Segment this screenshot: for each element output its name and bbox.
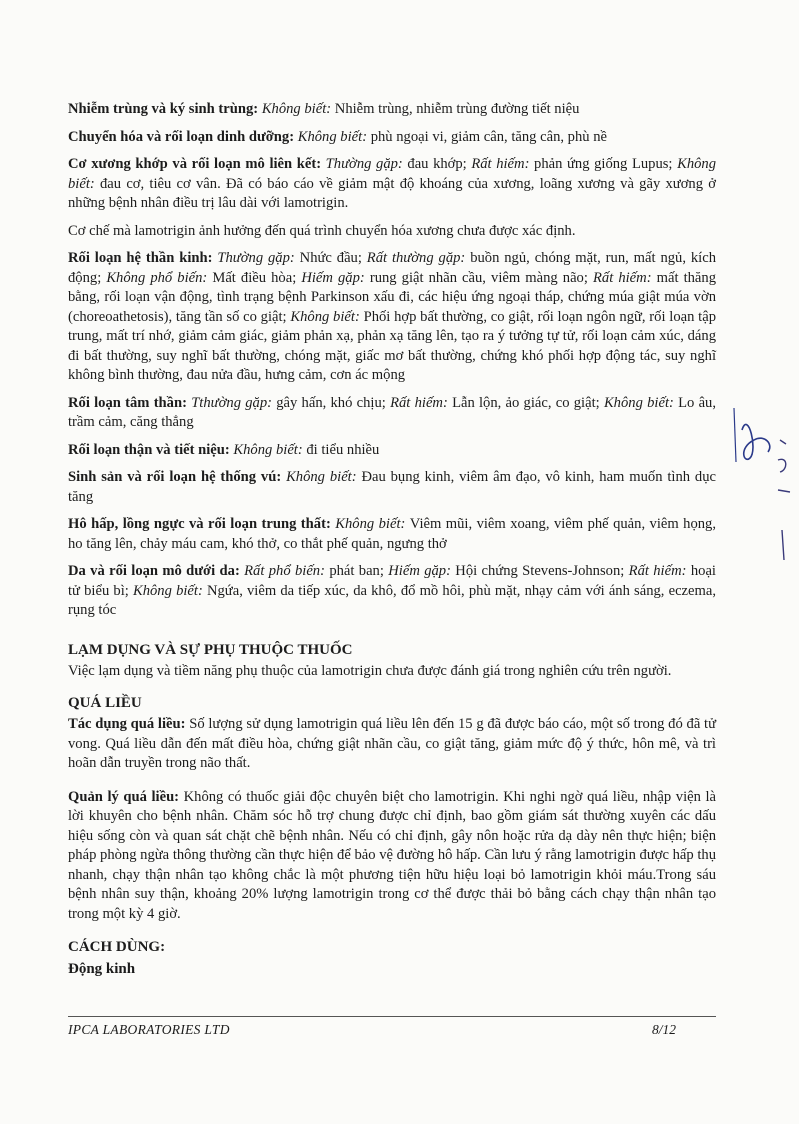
page-footer bbox=[68, 1016, 716, 1037]
frequency-label: Rất hiếm: bbox=[471, 156, 535, 172]
effect-text: Cơ chế mà lamotrigin ảnh hưởng đến quá trình chuyển hóa xương chưa được xác định. bbox=[68, 222, 576, 239]
frequency-label: Không biết: bbox=[286, 469, 362, 485]
category-label: Nhiễm trùng và ký sinh trùng: bbox=[68, 101, 262, 117]
effect-text: Viêm mũi, viêm xoang, viêm phế quản, viêm họng, ho tăng lên, chảy máu cam, khó thở, co thắt phế quản, ngưng thở bbox=[68, 516, 716, 552]
effect-text: Ngứa, viêm da tiếp xúc, da khô, đổ mồ hôi, phù mặt, nhạy cảm với ánh sáng, eczema, rụng tóc bbox=[68, 582, 716, 618]
frequency-label: Không biết: bbox=[297, 128, 371, 145]
frequency-label: Thường gặp: bbox=[217, 250, 300, 266]
effect-text: Hội chứng Stevens-Johnson; bbox=[455, 563, 629, 579]
adverse-effect-paragraph bbox=[68, 249, 716, 386]
effect-text: Phối hợp bất thường, co giật, rối loạn ngôn ngữ, rối loạn tập trung, mất trí nhớ, giảm cảm giác, giảm phản xạ, phản xạ tăng lên, tạo ra ý tưởng tự tử, rối loạn cảm xúc, dáng đi bất thường, suy nghĩ bất thường, chóng mặt, giấc mơ bất thường, chứng khó phối hợp động tác, suy nghĩ không bình thường, đau nửa đầu, hưng cảm, cơn ác mộng bbox=[68, 308, 717, 383]
document-body bbox=[68, 100, 716, 981]
category-label: Da và rối loạn mô dưới da: bbox=[68, 563, 245, 579]
overdose-management-text: Không có thuốc giải độc chuyên biệt cho lamotrigin. Khi nghi ngờ quá liều, nhập viện là lời khuyên cho bệnh nhân. Chăm sóc hỗ trợ chung được chỉ định, bao gồm giám sát thường xuyên các dấu hiệu sống còn và quan sát chặt chẽ bệnh nhân. Nếu có chỉ định, gây nôn hoặc rửa dạ dày nên thực hiện; biện pháp phòng ngừa thông thường cần thực hiện để bảo vệ đường hô hấp. Cần lưu ý rằng lamotrigin được hấp thụ nhanh, chạy thận nhân tạo không chắc là một phương tiện hữu hiệu loại bỏ lamotrigin khỏi máu.Trong sáu bệnh nhân suy thận, khoảng 20% lượng lamotrigin trong cơ thể được thải bỏ bằng cách chạy thận nhân tạo trong một kỳ 4 giờ. bbox=[68, 788, 716, 922]
adverse-effect-paragraph bbox=[68, 468, 716, 507]
frequency-label: Không phổ biến: bbox=[106, 269, 213, 286]
frequency-label: Hiếm gặp: bbox=[388, 563, 456, 579]
frequency-label: Không biết: bbox=[233, 441, 307, 458]
effect-text: Lẫn lộn, ảo giác, co giật; bbox=[452, 394, 604, 411]
effect-text: Mất điều hòa; bbox=[212, 269, 302, 286]
effect-text: đau cơ, tiêu cơ vân. Đã có báo cáo về giảm mật độ khoáng của xương, loãng xương và gãy xương ở những bệnh nhân điều trị lâu dài với lamotrigin. bbox=[68, 175, 716, 211]
adverse-effect-paragraph bbox=[68, 100, 716, 120]
frequency-label: Rất hiếm: bbox=[592, 269, 657, 286]
adverse-effect-paragraph bbox=[68, 128, 716, 148]
category-label: Hô hấp, lồng ngực và rối loạn trung thất: bbox=[68, 516, 336, 532]
footer-page-number: 8/12 bbox=[651, 1022, 676, 1037]
frequency-label: Rất hiếm: bbox=[628, 563, 691, 579]
effect-text: phản ứng giống Lupus; bbox=[534, 156, 678, 172]
category-label: Rối loạn hệ thần kinh: bbox=[68, 250, 218, 266]
effect-text: Nhức đầu; bbox=[299, 250, 367, 266]
effect-text: Lo âu, trầm cảm, căng thẳng bbox=[68, 394, 716, 430]
effect-text: phát ban; bbox=[329, 563, 389, 579]
category-label: Cơ xương khớp và rối loạn mô liên kết: bbox=[68, 156, 326, 172]
usage-subtitle: Động kinh bbox=[68, 960, 136, 977]
frequency-label: Không biết: bbox=[68, 156, 717, 192]
adverse-effect-paragraph bbox=[68, 394, 716, 433]
frequency-label: Thường gặp: bbox=[325, 156, 408, 172]
frequency-label: Không biết: bbox=[261, 101, 335, 117]
adverse-effect-paragraph bbox=[68, 515, 716, 554]
effect-text: đi tiểu nhiều bbox=[306, 441, 380, 458]
effect-text: hoại tử biểu bì; bbox=[68, 563, 716, 599]
effect-text: phù ngoại vi, giảm cân, tăng cân, phù nề bbox=[370, 128, 607, 145]
effect-text: mất thăng bằng, rối loạn vận động, tình trạng bệnh Parkinson xấu đi, các hiệu ứng ngoại tháp, chứng múa giật múa vờn (choreoathetosis), tăng tần số co giật; bbox=[68, 269, 717, 325]
frequency-label: Rất thường gặp: bbox=[366, 250, 471, 266]
frequency-label: Không biết: bbox=[603, 394, 679, 411]
effect-text: buồn ngủ, chóng mặt, run, mất ngủ, kích động; bbox=[68, 250, 716, 286]
frequency-label: Không biết: bbox=[132, 582, 207, 599]
frequency-label: Không biết: bbox=[290, 308, 364, 325]
adverse-effect-paragraph bbox=[68, 441, 716, 461]
margin-stamp-mark bbox=[772, 430, 796, 570]
overdose-effects bbox=[68, 715, 716, 774]
adverse-effect-paragraph bbox=[68, 562, 716, 621]
frequency-label: Không biết: bbox=[335, 516, 410, 532]
overdose-effects-label: Tác dụng quá liều: bbox=[68, 716, 190, 732]
abuse-text: Việc lạm dụng và tiềm năng phụ thuộc của lamotrigin chưa được đánh giá trong nghiên cứu trên người. bbox=[68, 663, 672, 679]
adverse-effects-list bbox=[68, 100, 716, 621]
category-label: Sinh sản và rối loạn hệ thống vú: bbox=[68, 469, 287, 485]
category-label: Rối loạn tâm thần: bbox=[68, 394, 192, 411]
overdose-management-label: Quản lý quá liều: bbox=[68, 788, 184, 805]
overdose-effects-text: Số lượng sử dụng lamotrigin quá liều lên đến 15 g đã được báo cáo, một số trong đó đã tử vong. Quá liều dẫn đến mất điều hòa, chứng giật nhãn cầu, co giật tăng, giảm mức độ ý thức, hôn mê, và trì hoãn dẫn truyền trong não thất. bbox=[68, 716, 716, 771]
overdose-management bbox=[68, 788, 716, 925]
abuse-heading: LẠM DỤNG VÀ SỰ PHỤ THUỘC THUỐC bbox=[68, 641, 353, 658]
effect-text: Nhiễm trùng, nhiễm trùng đường tiết niệu bbox=[334, 101, 580, 117]
footer-company: IPCA LABORATORIES LTD bbox=[68, 1022, 230, 1037]
effect-text: đau khớp; bbox=[407, 156, 472, 172]
effect-text: gây hấn, khó chịu; bbox=[276, 394, 391, 411]
effect-text: Đau bụng kinh, viêm âm đạo, vô kinh, ham muốn tình dục tăng bbox=[68, 469, 716, 505]
effect-text: rung giật nhãn cầu, viêm màng não; bbox=[369, 269, 593, 286]
usage-heading: CÁCH DÙNG: bbox=[68, 939, 166, 955]
category-label: Rối loạn thận và tiết niệu: bbox=[68, 441, 234, 458]
adverse-effect-paragraph bbox=[68, 155, 716, 214]
frequency-label: Hiếm gặp: bbox=[301, 269, 370, 286]
frequency-label: Rất phổ biến: bbox=[244, 563, 330, 579]
frequency-label: Tthường gặp: bbox=[191, 394, 277, 411]
adverse-effect-paragraph bbox=[68, 222, 716, 242]
overdose-heading: QUÁ LIỀU bbox=[68, 694, 142, 711]
frequency-label: Rất hiếm: bbox=[390, 394, 453, 411]
category-label: Chuyển hóa và rối loạn dinh dưỡng: bbox=[68, 128, 298, 145]
